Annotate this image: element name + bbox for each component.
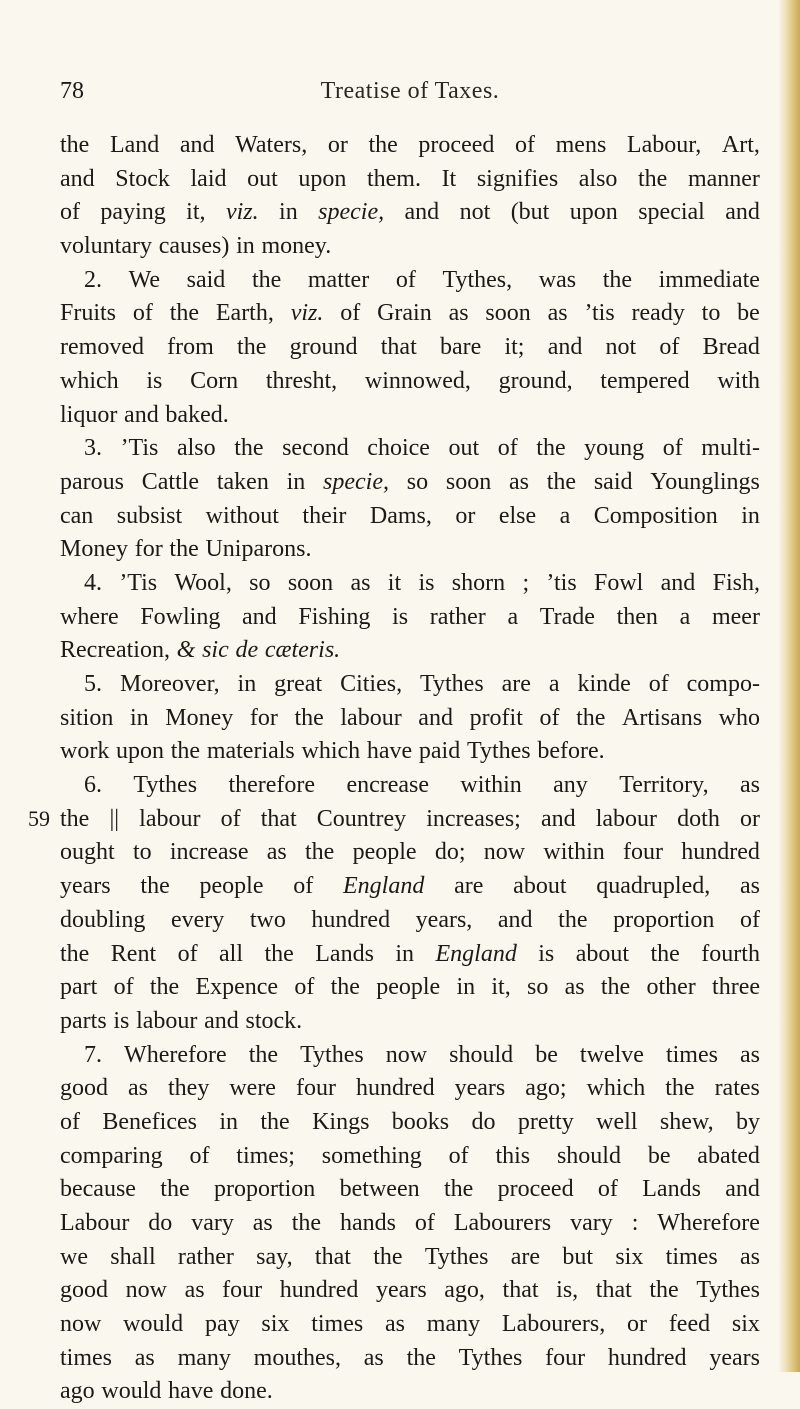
page-header	[60, 78, 760, 118]
text-line: the Rent of all the Lands in England is about the fourth	[60, 940, 760, 967]
text-line: 3. ’Tis also the second choice out of the young of multi-	[84, 435, 760, 462]
text-line: we shall rather say, that the Tythes are but six times as	[60, 1243, 760, 1270]
margin-page-reference: 59	[28, 806, 50, 831]
text-line: and Stock laid out upon them. It signifies also the manner	[60, 165, 760, 192]
text-line: comparing of times; something of this should be abated	[60, 1142, 760, 1169]
text-line: parous Cattle taken in specie, so soon as the said Younglings	[60, 468, 760, 495]
text-line: Money for the Uniparons.	[60, 536, 312, 563]
text-line: good as they were four hundred years ago; which the rates	[60, 1075, 760, 1102]
text-line: liquor and baked.	[60, 401, 229, 428]
text-line: work upon the materials which have paid Tythes before.	[60, 738, 605, 765]
text-line: part of the Expence of the people in it, so as the other three	[60, 974, 760, 1001]
text-line: Labour do vary as the hands of Labourers vary : Wherefore	[60, 1210, 760, 1236]
text-line: which is Corn thresht, winnowed, ground, tempered with	[60, 367, 760, 394]
text-line: doubling every two hundred years, and the proportion of	[60, 906, 760, 933]
text-line: years the people of England are about quadrupled, as	[60, 873, 760, 900]
text-line: of Benefices in the Kings books do pretty well shew, by	[60, 1108, 760, 1135]
text-line: Fruits of the Earth, viz. of Grain as soon as ’tis ready to be	[60, 300, 760, 327]
text-line: 6. Tythes therefore encrease within any Territory, as	[84, 772, 760, 799]
text-line: ought to increase as the people do; now within four hundred	[60, 839, 760, 866]
text-line: can subsist without their Dams, or else a Composition in	[60, 502, 760, 529]
text-line: 2. We said the matter of Tythes, was the immediate	[84, 266, 760, 293]
text-line: because the proportion between the proceed of Lands and	[60, 1176, 760, 1203]
text-line: 7. Wherefore the Tythes now should be twelve times as	[84, 1041, 760, 1068]
text-line: voluntary causes) in money.	[60, 233, 332, 260]
page-number: 78	[60, 78, 84, 104]
body-text	[60, 129, 760, 1409]
running-head: Treatise of Taxes.	[320, 78, 500, 104]
gilt-page-edge	[778, 0, 800, 1372]
text-line: now would pay six times as many Labourers, or feed six	[60, 1311, 760, 1338]
text-line: ago would have done.	[60, 1378, 273, 1405]
text-line: removed from the ground that bare it; and not of Bread	[60, 334, 760, 361]
text-line: 4. ’Tis Wool, so soon as it is shorn ; ’tis Fowl and Fish,	[84, 569, 760, 596]
text-line: where Fowling and Fishing is rather a Trade then a meer	[60, 603, 760, 630]
text-line: the || labour of that Countrey increases; and labour doth or	[60, 805, 760, 832]
text-line: parts is labour and stock.	[60, 1007, 303, 1034]
text-line: of paying it, viz. in specie, and not (but upon special and	[60, 199, 760, 226]
text-line: the Land and Waters, or the proceed of mens Labour, Art,	[60, 132, 760, 158]
text-line: sition in Money for the labour and profit of the Artisans who	[60, 704, 760, 731]
text-line: 5. Moreover, in great Cities, Tythes are a kinde of compo-	[84, 671, 760, 697]
text-line: good now as four hundred years ago, that is, that the Tythes	[60, 1277, 760, 1304]
text-line: times as many mouthes, as the Tythes four hundred years	[60, 1344, 760, 1371]
text-line: Recreation, & sic de cæteris.	[60, 637, 341, 664]
